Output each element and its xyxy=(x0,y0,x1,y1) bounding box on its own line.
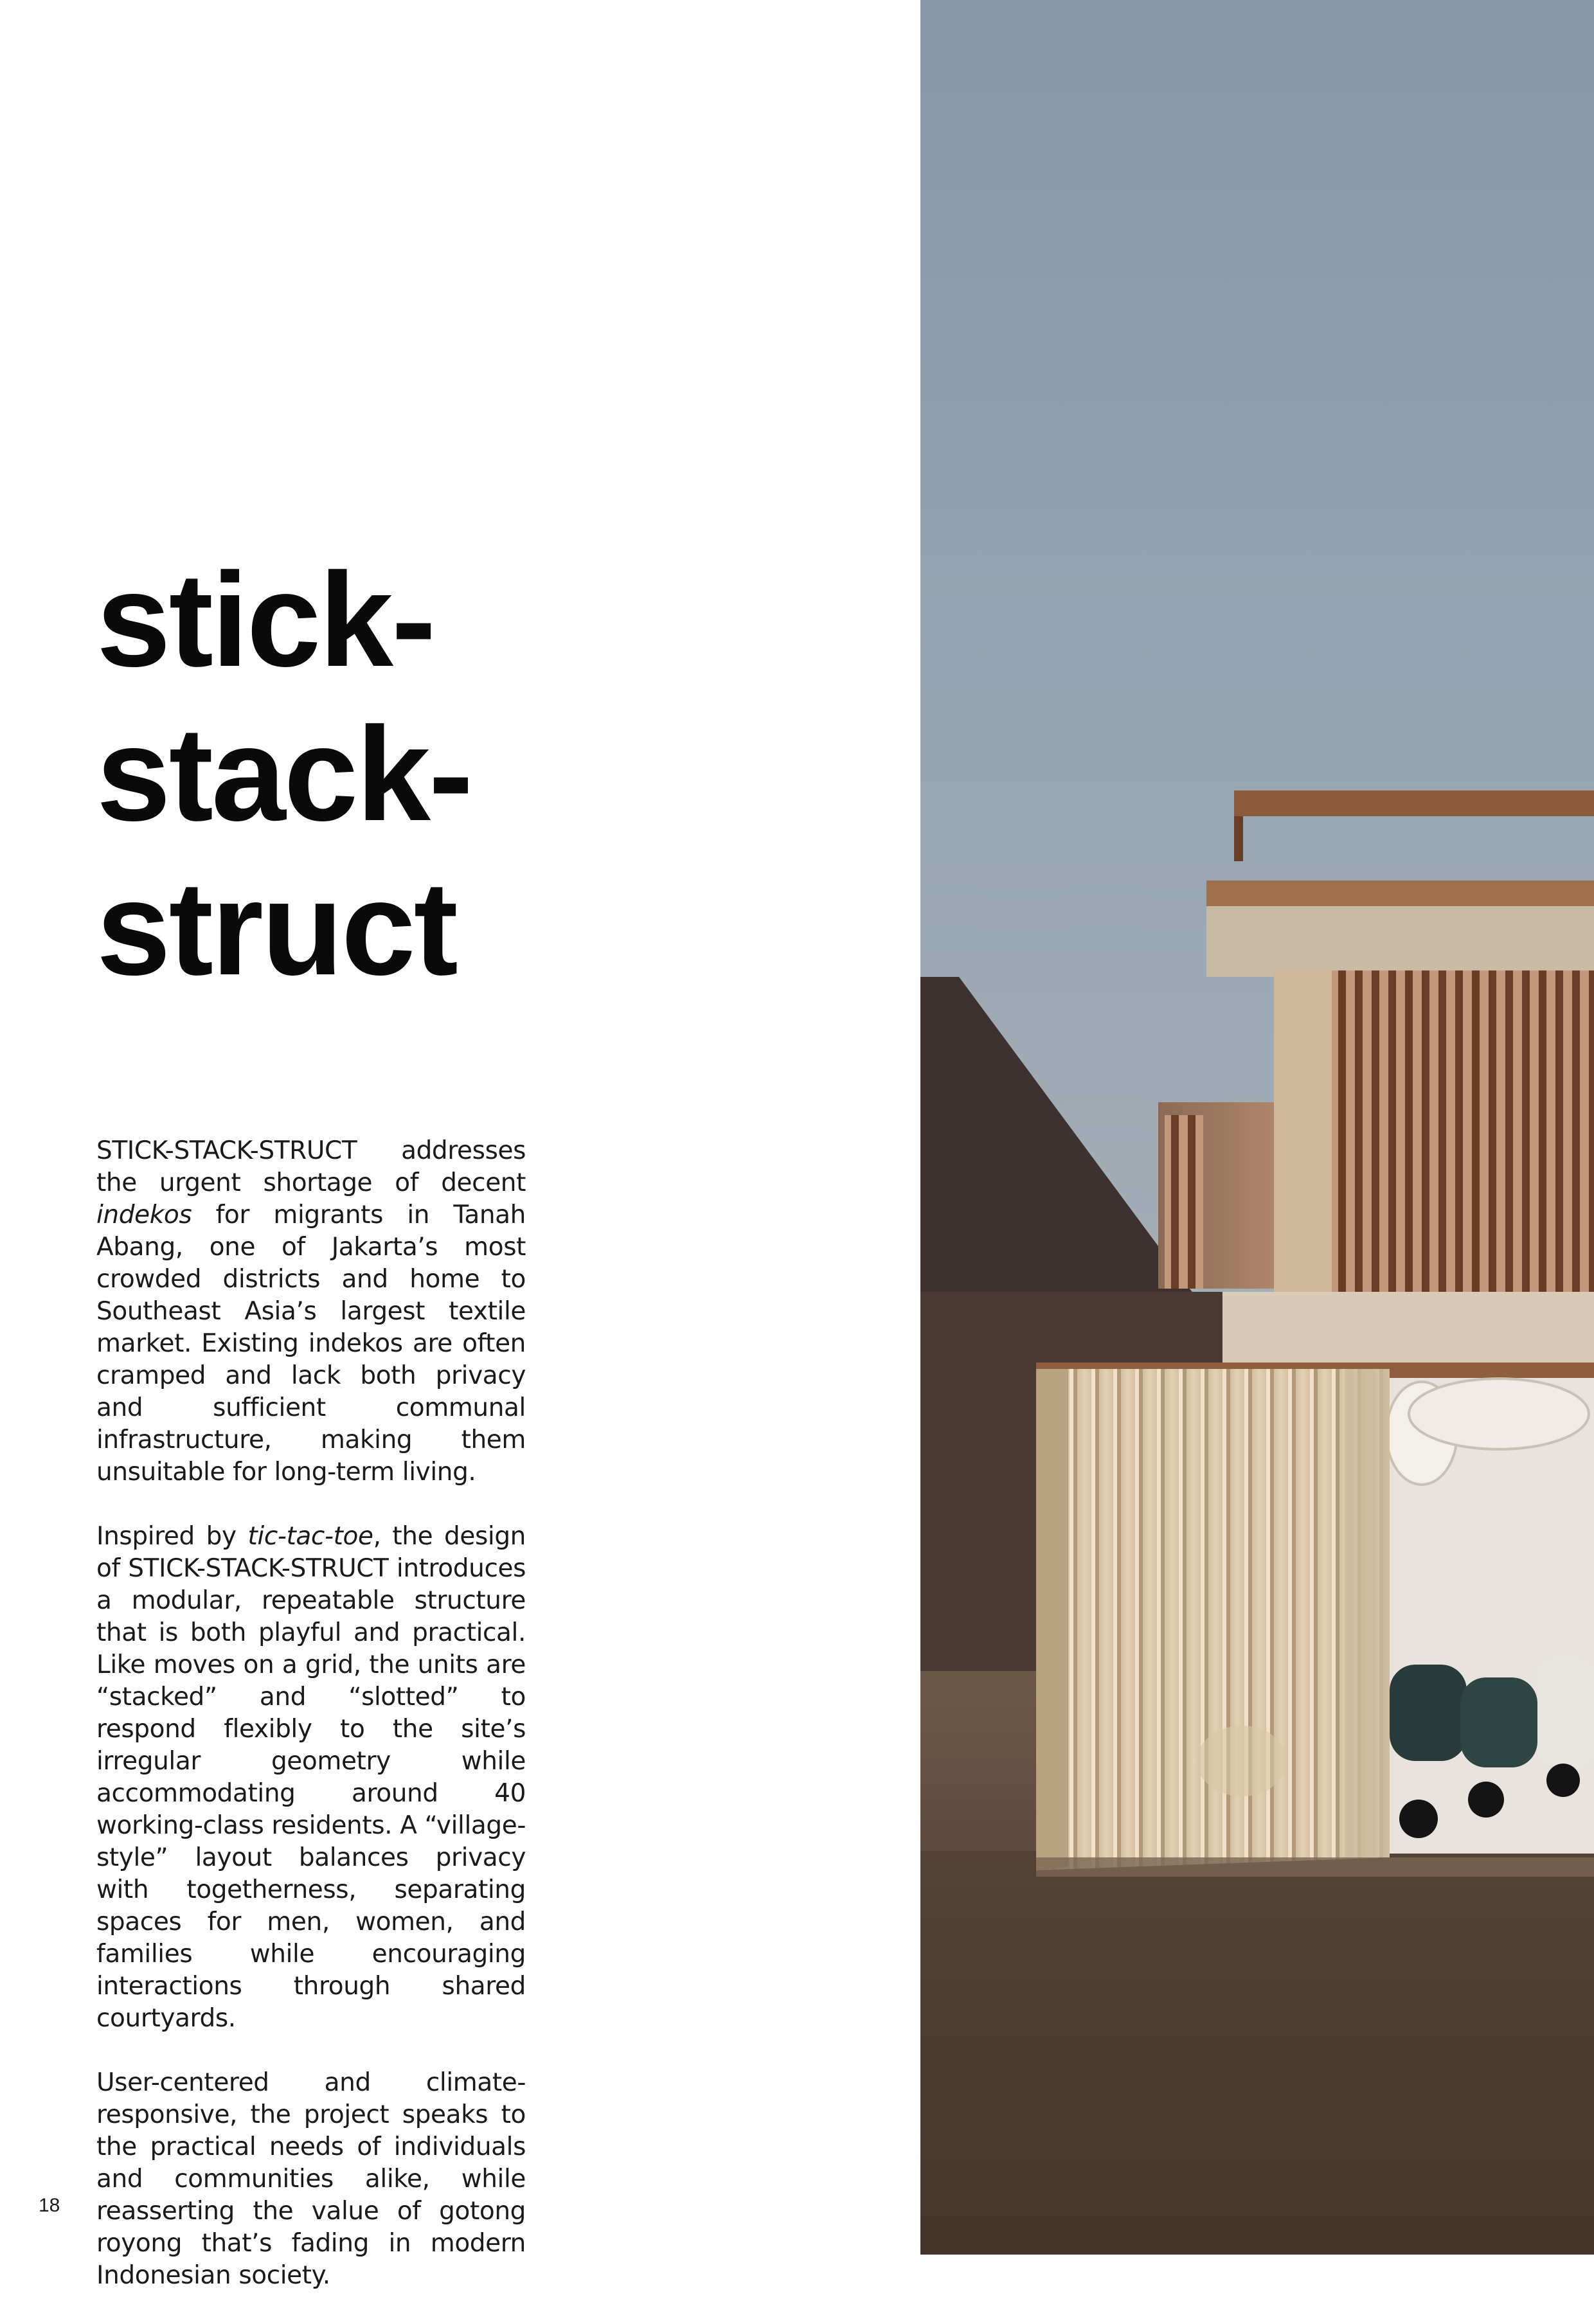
project-description xyxy=(96,1135,526,2324)
upper-slat-screen xyxy=(1332,970,1594,1292)
paragraph-1-text-a: STICK-STACK-STRUCT addresses the urgent shortage of decent xyxy=(96,1136,526,1197)
project-title xyxy=(96,543,471,1006)
paragraph-1-italic: indekos xyxy=(96,1201,192,1229)
pergola-top xyxy=(1234,791,1594,816)
floor-slab xyxy=(1222,1292,1594,1363)
pavement xyxy=(1036,1857,1594,1877)
paragraph-2-text-b: , the design of STICK-STACK-STRUCT introduces a modular, repeatable structure that is both playful and practical. Like moves on a grid, the units are “stacked” and “slotted” to respond flexibly to the site’s irregular geometry while accommodating around 40 working-class residents. A “village-style” layout balances privacy with togetherness, separating spaces for men, women, and families while encouraging interactions through shared courtyards. xyxy=(96,1522,526,2033)
render-illustration xyxy=(920,0,1594,2255)
title-line-2: stack- xyxy=(96,700,472,849)
title-line-1: stick- xyxy=(96,546,434,695)
gravel xyxy=(920,1851,1594,2255)
title-line-3: struct xyxy=(96,854,456,1003)
paragraph-1 xyxy=(96,1135,526,1488)
mid-slats xyxy=(1165,1115,1203,1289)
paragraph-2-italic: tic-tac-toe xyxy=(247,1522,373,1551)
paragraph-2 xyxy=(96,1521,526,2035)
page-number: 18 xyxy=(39,2195,60,2216)
canopy xyxy=(1206,906,1594,977)
paragraph-2-text-a: Inspired by xyxy=(96,1522,248,1551)
folded-screen xyxy=(1036,1369,1390,1870)
pergola-mid xyxy=(1206,880,1594,906)
architecture-render-image xyxy=(920,0,1594,2255)
paragraph-3: User-centered and climate-responsive, the project speaks to the practical needs of individuals and communities alike, while reasserting the value of gotong royong that’s fading in modern Indonesian society. xyxy=(96,2068,526,2290)
paragraph-1-text-b: for migrants in Tanah Abang, one of Jakarta’s most crowded districts and home to Southeast Asia’s largest textile market. Existing indekos are often cramped and lack both privacy and sufficient communal infrastructure, making them unsuitable for long-term living. xyxy=(96,1201,526,1487)
